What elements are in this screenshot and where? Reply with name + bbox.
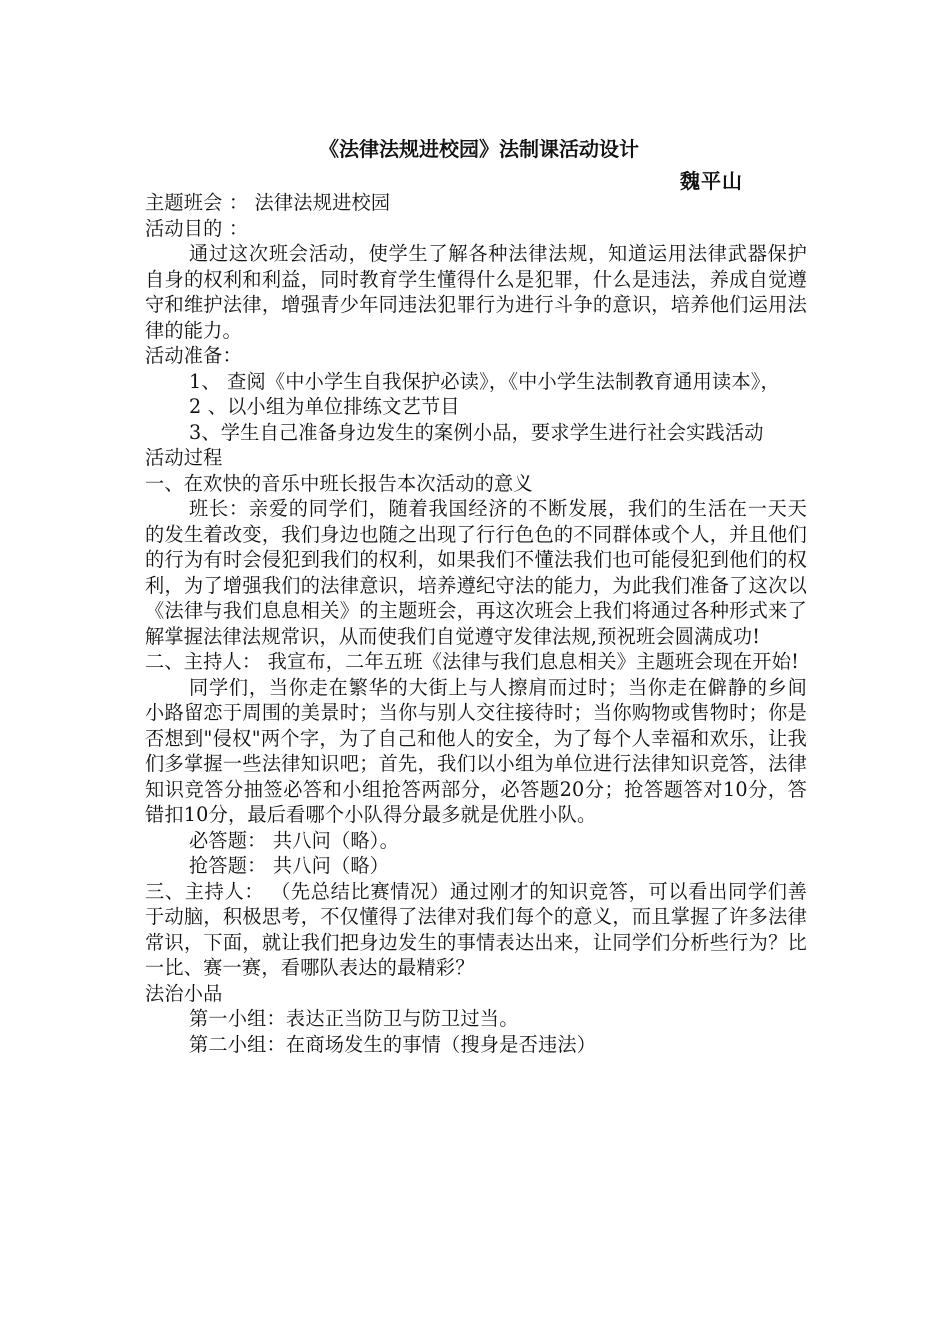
paragraph-monitor-speech: 班长：亲爱的同学们，随着我国经济的不断发展，我们的生活在一天天的发生着改变，我们身边也随之出现了行行色色的不同群体或个人，并且他们的行为有时会侵犯到我们的权利，如果我们不懂法我们也可能侵犯到他们的权利，为了增强我们的法律意识，培养遵纪守法的能力，为此我们准备了这次以《法律与我们息息相关》的主题班会，再这次班会上我们将通过各种形式来了解掌握法律法规常识，从而使我们自觉遵守发律法规,预祝班会圆满成功! xyxy=(145,497,807,648)
paragraph-quick-questions: 抢答题： 共八问（略） xyxy=(189,854,390,877)
paragraph-section-1: 一、在欢快的音乐中班长报告本次活动的意义 xyxy=(145,471,533,495)
paragraph-group-2: 第二小组：在商场发生的事情（搜身是否违法） xyxy=(189,1032,597,1056)
paragraph-host-speech: 同学们，当你走在繁华的大街上与人擦肩而过时；当你走在僻静的乡间小路留恋于周围的美景时；当你与别人交往接待时；当你购物或售物时；你是否想到"侵权"两个字，为了自己和他人的安全，为了每个人幸福和欢乐，让我们多掌握一些法律知识吧；首先，我们以小组为单位进行法律知识竞答，法律知识竞答分抽签必答和小组抢答两部分，必答题20分；抢答题答对10分，答错扣10分，最后看哪个小队得分最多就是优胜小队。 xyxy=(145,675,807,826)
paragraph-purpose: 通过这次班会活动，使学生了解各种法律法规，知道运用法律武器保护自身的权利和利益，同时教育学生懂得什么是犯罪，什么是违法，养成自觉遵守和维护法律，增强青少年同违法犯罪行为进行斗争的意识，培养他们运用法律的能力。 xyxy=(145,242,807,342)
paragraph-process-heading: 活动过程 xyxy=(145,446,223,469)
paragraph-theme: 主题班会 ： 法律法规进校园 xyxy=(145,191,391,214)
document-body xyxy=(145,190,807,1057)
paragraph-section-3: 三、主持人： （先总结比赛情况）通过刚才的知识竞答，可以看出同学们善于动脑，积极思考，不仅懂得了法律对我们每个的意义，而且掌握了许多法律常识，下面，就让我们把身边发生的事情表达出来，让同学们分析些行为？比一比、赛一赛，看哪队表达的最精彩？ xyxy=(145,879,807,979)
document-author: 魏平山 xyxy=(680,169,743,193)
paragraph-preparation-2: 2 、以小组为单位排练文艺节目 xyxy=(189,395,460,418)
paragraph-preparation-heading: 活动准备： xyxy=(145,344,242,367)
paragraph-preparation-3: 3、学生自己准备身边发生的案例小品，要求学生进行社会实践活动 xyxy=(189,420,764,444)
document-title: 《法律法规进校园》法制课活动设计 xyxy=(319,137,639,161)
paragraph-required-questions: 必答题： 共八问（略）。 xyxy=(189,828,399,852)
paragraph-group-1: 第一小组：表达正当防卫与防卫过当。 xyxy=(189,1007,519,1030)
paragraph-section-2: 二、主持人： 我宣布，二年五班《法律与我们息息相关》主题班会现在开始! xyxy=(145,650,799,673)
paragraph-preparation-1: 1、 查阅《中小学生自我保护必读》，《中小学生法制教育通用读本》， xyxy=(189,369,780,393)
paragraph-skits-heading: 法治小品 xyxy=(145,981,223,1005)
paragraph-purpose-heading: 活动目的 ： xyxy=(145,216,249,240)
